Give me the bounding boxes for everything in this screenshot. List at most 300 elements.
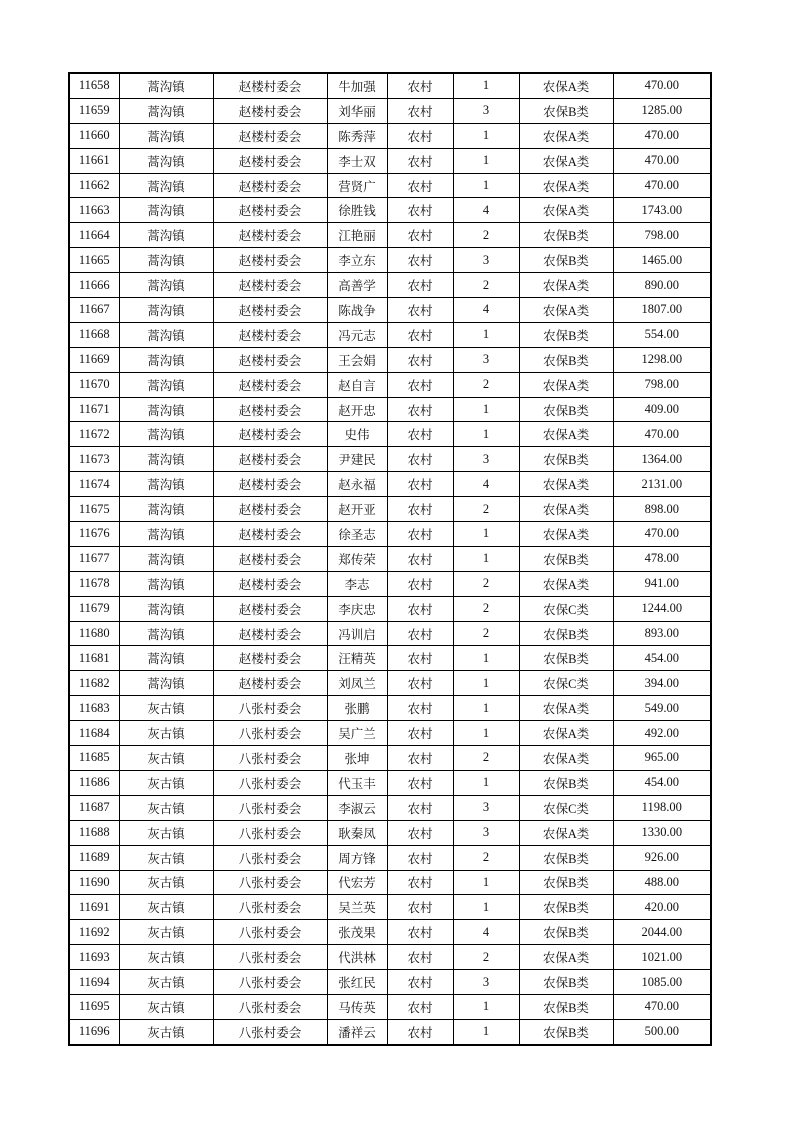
cell-count: 2 bbox=[453, 372, 519, 397]
cell-category: 农保B类 bbox=[519, 994, 613, 1019]
cell-name: 李志 bbox=[327, 571, 387, 596]
cell-category: 农保A类 bbox=[519, 73, 613, 98]
table-row bbox=[69, 447, 711, 472]
cell-town: 灰古镇 bbox=[119, 845, 213, 870]
table-row bbox=[69, 621, 711, 646]
cell-town: 蒿沟镇 bbox=[119, 522, 213, 547]
cell-type: 农村 bbox=[387, 671, 453, 696]
cell-type: 农村 bbox=[387, 447, 453, 472]
cell-amount: 1743.00 bbox=[613, 198, 711, 223]
cell-category: 农保A类 bbox=[519, 696, 613, 721]
cell-village: 赵楼村委会 bbox=[213, 347, 327, 372]
cell-type: 农村 bbox=[387, 820, 453, 845]
cell-village: 八张村委会 bbox=[213, 945, 327, 970]
cell-amount: 1021.00 bbox=[613, 945, 711, 970]
cell-town: 灰古镇 bbox=[119, 770, 213, 795]
cell-name: 史伟 bbox=[327, 422, 387, 447]
cell-count: 3 bbox=[453, 970, 519, 995]
table-row bbox=[69, 472, 711, 497]
cell-name: 代玉丰 bbox=[327, 770, 387, 795]
cell-type: 农村 bbox=[387, 696, 453, 721]
cell-count: 4 bbox=[453, 920, 519, 945]
cell-village: 赵楼村委会 bbox=[213, 621, 327, 646]
cell-amount: 488.00 bbox=[613, 870, 711, 895]
cell-type: 农村 bbox=[387, 945, 453, 970]
cell-village: 八张村委会 bbox=[213, 870, 327, 895]
cell-count: 3 bbox=[453, 98, 519, 123]
cell-amount: 926.00 bbox=[613, 845, 711, 870]
cell-name: 张红民 bbox=[327, 970, 387, 995]
cell-id: 11686 bbox=[69, 770, 119, 795]
cell-amount: 470.00 bbox=[613, 123, 711, 148]
cell-village: 赵楼村委会 bbox=[213, 123, 327, 148]
cell-village: 赵楼村委会 bbox=[213, 148, 327, 173]
table-row bbox=[69, 696, 711, 721]
cell-name: 张坤 bbox=[327, 746, 387, 771]
cell-village: 八张村委会 bbox=[213, 795, 327, 820]
table-row bbox=[69, 522, 711, 547]
cell-amount: 798.00 bbox=[613, 223, 711, 248]
cell-category: 农保B类 bbox=[519, 322, 613, 347]
cell-type: 农村 bbox=[387, 397, 453, 422]
cell-category: 农保B类 bbox=[519, 870, 613, 895]
cell-category: 农保B类 bbox=[519, 447, 613, 472]
table-row bbox=[69, 123, 711, 148]
table-row bbox=[69, 347, 711, 372]
cell-village: 八张村委会 bbox=[213, 746, 327, 771]
cell-village: 赵楼村委会 bbox=[213, 671, 327, 696]
cell-id: 11675 bbox=[69, 497, 119, 522]
cell-type: 农村 bbox=[387, 746, 453, 771]
cell-type: 农村 bbox=[387, 273, 453, 298]
table-row bbox=[69, 298, 711, 323]
cell-category: 农保B类 bbox=[519, 646, 613, 671]
cell-category: 农保A类 bbox=[519, 173, 613, 198]
cell-category: 农保B类 bbox=[519, 98, 613, 123]
cell-village: 赵楼村委会 bbox=[213, 73, 327, 98]
cell-name: 江艳丽 bbox=[327, 223, 387, 248]
table-row bbox=[69, 1019, 711, 1044]
cell-amount: 798.00 bbox=[613, 372, 711, 397]
cell-id: 11668 bbox=[69, 322, 119, 347]
cell-town: 蒿沟镇 bbox=[119, 497, 213, 522]
cell-category: 农保B类 bbox=[519, 621, 613, 646]
cell-town: 灰古镇 bbox=[119, 721, 213, 746]
cell-count: 4 bbox=[453, 198, 519, 223]
table-row bbox=[69, 223, 711, 248]
cell-category: 农保A类 bbox=[519, 945, 613, 970]
table-row bbox=[69, 198, 711, 223]
cell-town: 蒿沟镇 bbox=[119, 347, 213, 372]
cell-town: 蒿沟镇 bbox=[119, 596, 213, 621]
cell-id: 11663 bbox=[69, 198, 119, 223]
cell-town: 蒿沟镇 bbox=[119, 123, 213, 148]
cell-id: 11659 bbox=[69, 98, 119, 123]
table-row bbox=[69, 770, 711, 795]
table-row bbox=[69, 148, 711, 173]
cell-category: 农保B类 bbox=[519, 1019, 613, 1044]
cell-name: 刘凤兰 bbox=[327, 671, 387, 696]
cell-name: 吴广兰 bbox=[327, 721, 387, 746]
cell-town: 灰古镇 bbox=[119, 1019, 213, 1044]
cell-name: 陈秀萍 bbox=[327, 123, 387, 148]
table-row bbox=[69, 895, 711, 920]
cell-amount: 898.00 bbox=[613, 497, 711, 522]
cell-count: 3 bbox=[453, 347, 519, 372]
cell-count: 1 bbox=[453, 522, 519, 547]
cell-town: 灰古镇 bbox=[119, 994, 213, 1019]
cell-town: 蒿沟镇 bbox=[119, 248, 213, 273]
cell-id: 11690 bbox=[69, 870, 119, 895]
cell-town: 灰古镇 bbox=[119, 870, 213, 895]
cell-id: 11667 bbox=[69, 298, 119, 323]
cell-count: 3 bbox=[453, 248, 519, 273]
table-row bbox=[69, 820, 711, 845]
cell-type: 农村 bbox=[387, 148, 453, 173]
cell-amount: 500.00 bbox=[613, 1019, 711, 1044]
cell-town: 蒿沟镇 bbox=[119, 98, 213, 123]
cell-town: 蒿沟镇 bbox=[119, 298, 213, 323]
cell-type: 农村 bbox=[387, 248, 453, 273]
cell-town: 灰古镇 bbox=[119, 895, 213, 920]
cell-village: 赵楼村委会 bbox=[213, 497, 327, 522]
cell-id: 11676 bbox=[69, 522, 119, 547]
cell-town: 蒿沟镇 bbox=[119, 273, 213, 298]
cell-count: 1 bbox=[453, 870, 519, 895]
cell-count: 1 bbox=[453, 1019, 519, 1044]
cell-town: 灰古镇 bbox=[119, 945, 213, 970]
table-row bbox=[69, 322, 711, 347]
cell-village: 赵楼村委会 bbox=[213, 522, 327, 547]
cell-amount: 470.00 bbox=[613, 148, 711, 173]
cell-village: 赵楼村委会 bbox=[213, 571, 327, 596]
cell-town: 灰古镇 bbox=[119, 920, 213, 945]
cell-category: 农保B类 bbox=[519, 347, 613, 372]
cell-category: 农保B类 bbox=[519, 970, 613, 995]
cell-name: 冯训启 bbox=[327, 621, 387, 646]
cell-id: 11695 bbox=[69, 994, 119, 1019]
cell-type: 农村 bbox=[387, 646, 453, 671]
cell-town: 灰古镇 bbox=[119, 820, 213, 845]
cell-id: 11691 bbox=[69, 895, 119, 920]
cell-village: 赵楼村委会 bbox=[213, 447, 327, 472]
cell-name: 营贤广 bbox=[327, 173, 387, 198]
cell-id: 11685 bbox=[69, 746, 119, 771]
cell-count: 3 bbox=[453, 820, 519, 845]
cell-name: 周方锋 bbox=[327, 845, 387, 870]
cell-category: 农保A类 bbox=[519, 123, 613, 148]
cell-town: 蒿沟镇 bbox=[119, 571, 213, 596]
cell-id: 11664 bbox=[69, 223, 119, 248]
cell-id: 11670 bbox=[69, 372, 119, 397]
cell-town: 蒿沟镇 bbox=[119, 646, 213, 671]
cell-name: 徐圣志 bbox=[327, 522, 387, 547]
cell-village: 八张村委会 bbox=[213, 770, 327, 795]
table-row bbox=[69, 870, 711, 895]
cell-category: 农保C类 bbox=[519, 596, 613, 621]
cell-count: 1 bbox=[453, 148, 519, 173]
cell-amount: 941.00 bbox=[613, 571, 711, 596]
cell-count: 2 bbox=[453, 273, 519, 298]
cell-category: 农保A类 bbox=[519, 372, 613, 397]
table-row bbox=[69, 248, 711, 273]
cell-id: 11661 bbox=[69, 148, 119, 173]
cell-count: 2 bbox=[453, 497, 519, 522]
cell-type: 农村 bbox=[387, 895, 453, 920]
cell-amount: 492.00 bbox=[613, 721, 711, 746]
cell-type: 农村 bbox=[387, 770, 453, 795]
cell-name: 赵永福 bbox=[327, 472, 387, 497]
cell-name: 冯元志 bbox=[327, 322, 387, 347]
table-row bbox=[69, 397, 711, 422]
table-row bbox=[69, 372, 711, 397]
cell-count: 2 bbox=[453, 621, 519, 646]
cell-category: 农保B类 bbox=[519, 845, 613, 870]
cell-id: 11681 bbox=[69, 646, 119, 671]
table-row bbox=[69, 795, 711, 820]
cell-type: 农村 bbox=[387, 845, 453, 870]
cell-type: 农村 bbox=[387, 621, 453, 646]
cell-village: 赵楼村委会 bbox=[213, 198, 327, 223]
cell-amount: 420.00 bbox=[613, 895, 711, 920]
table-row bbox=[69, 596, 711, 621]
cell-count: 1 bbox=[453, 397, 519, 422]
cell-category: 农保A类 bbox=[519, 522, 613, 547]
cell-name: 张茂果 bbox=[327, 920, 387, 945]
cell-amount: 893.00 bbox=[613, 621, 711, 646]
table-row bbox=[69, 98, 711, 123]
cell-count: 4 bbox=[453, 472, 519, 497]
cell-count: 1 bbox=[453, 546, 519, 571]
cell-count: 1 bbox=[453, 770, 519, 795]
cell-count: 2 bbox=[453, 746, 519, 771]
cell-category: 农保A类 bbox=[519, 820, 613, 845]
cell-type: 农村 bbox=[387, 994, 453, 1019]
table-row bbox=[69, 73, 711, 98]
cell-category: 农保B类 bbox=[519, 248, 613, 273]
cell-count: 1 bbox=[453, 73, 519, 98]
cell-amount: 1364.00 bbox=[613, 447, 711, 472]
cell-village: 八张村委会 bbox=[213, 1019, 327, 1044]
cell-count: 1 bbox=[453, 671, 519, 696]
cell-village: 赵楼村委会 bbox=[213, 472, 327, 497]
cell-town: 蒿沟镇 bbox=[119, 322, 213, 347]
cell-name: 徐胜钱 bbox=[327, 198, 387, 223]
cell-count: 2 bbox=[453, 223, 519, 248]
cell-village: 赵楼村委会 bbox=[213, 596, 327, 621]
data-table bbox=[68, 72, 712, 1046]
cell-amount: 394.00 bbox=[613, 671, 711, 696]
cell-category: 农保A类 bbox=[519, 148, 613, 173]
cell-amount: 1330.00 bbox=[613, 820, 711, 845]
cell-id: 11665 bbox=[69, 248, 119, 273]
table-row bbox=[69, 173, 711, 198]
cell-amount: 965.00 bbox=[613, 746, 711, 771]
cell-village: 赵楼村委会 bbox=[213, 173, 327, 198]
cell-type: 农村 bbox=[387, 472, 453, 497]
table-row bbox=[69, 746, 711, 771]
cell-town: 蒿沟镇 bbox=[119, 148, 213, 173]
cell-count: 4 bbox=[453, 298, 519, 323]
cell-category: 农保B类 bbox=[519, 895, 613, 920]
cell-town: 蒿沟镇 bbox=[119, 223, 213, 248]
cell-category: 农保A类 bbox=[519, 746, 613, 771]
cell-town: 蒿沟镇 bbox=[119, 472, 213, 497]
table-row bbox=[69, 970, 711, 995]
cell-town: 蒿沟镇 bbox=[119, 372, 213, 397]
cell-type: 农村 bbox=[387, 721, 453, 746]
cell-count: 1 bbox=[453, 322, 519, 347]
cell-category: 农保A类 bbox=[519, 198, 613, 223]
cell-type: 农村 bbox=[387, 497, 453, 522]
cell-name: 王会娟 bbox=[327, 347, 387, 372]
cell-village: 八张村委会 bbox=[213, 845, 327, 870]
cell-town: 灰古镇 bbox=[119, 746, 213, 771]
cell-category: 农保A类 bbox=[519, 497, 613, 522]
cell-type: 农村 bbox=[387, 1019, 453, 1044]
cell-name: 李淑云 bbox=[327, 795, 387, 820]
cell-type: 农村 bbox=[387, 422, 453, 447]
table-row bbox=[69, 994, 711, 1019]
cell-amount: 470.00 bbox=[613, 522, 711, 547]
cell-town: 蒿沟镇 bbox=[119, 671, 213, 696]
cell-id: 11696 bbox=[69, 1019, 119, 1044]
cell-amount: 1465.00 bbox=[613, 248, 711, 273]
cell-name: 潘祥云 bbox=[327, 1019, 387, 1044]
cell-id: 11687 bbox=[69, 795, 119, 820]
cell-amount: 409.00 bbox=[613, 397, 711, 422]
cell-amount: 1285.00 bbox=[613, 98, 711, 123]
cell-count: 1 bbox=[453, 173, 519, 198]
cell-id: 11674 bbox=[69, 472, 119, 497]
cell-id: 11671 bbox=[69, 397, 119, 422]
cell-id: 11688 bbox=[69, 820, 119, 845]
table-row bbox=[69, 671, 711, 696]
cell-id: 11666 bbox=[69, 273, 119, 298]
cell-village: 赵楼村委会 bbox=[213, 372, 327, 397]
cell-count: 1 bbox=[453, 422, 519, 447]
cell-amount: 470.00 bbox=[613, 422, 711, 447]
cell-amount: 2131.00 bbox=[613, 472, 711, 497]
cell-category: 农保C类 bbox=[519, 795, 613, 820]
cell-type: 农村 bbox=[387, 970, 453, 995]
cell-count: 3 bbox=[453, 447, 519, 472]
cell-amount: 470.00 bbox=[613, 173, 711, 198]
cell-count: 1 bbox=[453, 696, 519, 721]
cell-id: 11692 bbox=[69, 920, 119, 945]
cell-town: 蒿沟镇 bbox=[119, 198, 213, 223]
cell-type: 农村 bbox=[387, 546, 453, 571]
cell-id: 11689 bbox=[69, 845, 119, 870]
cell-category: 农保B类 bbox=[519, 546, 613, 571]
cell-village: 八张村委会 bbox=[213, 895, 327, 920]
cell-village: 赵楼村委会 bbox=[213, 273, 327, 298]
cell-type: 农村 bbox=[387, 73, 453, 98]
cell-id: 11660 bbox=[69, 123, 119, 148]
cell-type: 农村 bbox=[387, 795, 453, 820]
cell-name: 牛加强 bbox=[327, 73, 387, 98]
cell-id: 11658 bbox=[69, 73, 119, 98]
table-row bbox=[69, 273, 711, 298]
cell-village: 赵楼村委会 bbox=[213, 646, 327, 671]
cell-town: 蒿沟镇 bbox=[119, 422, 213, 447]
cell-amount: 554.00 bbox=[613, 322, 711, 347]
cell-type: 农村 bbox=[387, 123, 453, 148]
cell-amount: 454.00 bbox=[613, 646, 711, 671]
cell-type: 农村 bbox=[387, 198, 453, 223]
cell-type: 农村 bbox=[387, 347, 453, 372]
cell-village: 赵楼村委会 bbox=[213, 422, 327, 447]
cell-town: 蒿沟镇 bbox=[119, 621, 213, 646]
cell-category: 农保A类 bbox=[519, 721, 613, 746]
table-row bbox=[69, 721, 711, 746]
cell-amount: 1244.00 bbox=[613, 596, 711, 621]
cell-town: 蒿沟镇 bbox=[119, 397, 213, 422]
cell-count: 2 bbox=[453, 571, 519, 596]
table-row bbox=[69, 497, 711, 522]
cell-town: 蒿沟镇 bbox=[119, 73, 213, 98]
cell-village: 赵楼村委会 bbox=[213, 98, 327, 123]
cell-name: 赵开亚 bbox=[327, 497, 387, 522]
table-row bbox=[69, 646, 711, 671]
cell-category: 农保A类 bbox=[519, 422, 613, 447]
cell-amount: 890.00 bbox=[613, 273, 711, 298]
cell-id: 11694 bbox=[69, 970, 119, 995]
cell-category: 农保B类 bbox=[519, 920, 613, 945]
cell-village: 八张村委会 bbox=[213, 820, 327, 845]
cell-amount: 1807.00 bbox=[613, 298, 711, 323]
cell-town: 蒿沟镇 bbox=[119, 173, 213, 198]
cell-type: 农村 bbox=[387, 596, 453, 621]
cell-category: 农保B类 bbox=[519, 223, 613, 248]
cell-type: 农村 bbox=[387, 223, 453, 248]
cell-name: 陈战争 bbox=[327, 298, 387, 323]
cell-amount: 470.00 bbox=[613, 994, 711, 1019]
cell-count: 1 bbox=[453, 123, 519, 148]
cell-village: 八张村委会 bbox=[213, 994, 327, 1019]
cell-id: 11679 bbox=[69, 596, 119, 621]
cell-amount: 470.00 bbox=[613, 73, 711, 98]
table-body bbox=[69, 73, 711, 1045]
cell-name: 代洪林 bbox=[327, 945, 387, 970]
cell-type: 农村 bbox=[387, 322, 453, 347]
cell-name: 高善学 bbox=[327, 273, 387, 298]
cell-village: 赵楼村委会 bbox=[213, 397, 327, 422]
table-row bbox=[69, 920, 711, 945]
cell-type: 农村 bbox=[387, 298, 453, 323]
cell-type: 农村 bbox=[387, 522, 453, 547]
cell-name: 汪精英 bbox=[327, 646, 387, 671]
cell-count: 2 bbox=[453, 945, 519, 970]
cell-count: 1 bbox=[453, 895, 519, 920]
cell-category: 农保A类 bbox=[519, 298, 613, 323]
cell-name: 李立东 bbox=[327, 248, 387, 273]
cell-id: 11678 bbox=[69, 571, 119, 596]
cell-amount: 454.00 bbox=[613, 770, 711, 795]
cell-category: 农保B类 bbox=[519, 397, 613, 422]
cell-village: 赵楼村委会 bbox=[213, 298, 327, 323]
cell-name: 李庆忠 bbox=[327, 596, 387, 621]
cell-name: 郑传荣 bbox=[327, 546, 387, 571]
cell-id: 11682 bbox=[69, 671, 119, 696]
cell-name: 赵开忠 bbox=[327, 397, 387, 422]
table-row bbox=[69, 546, 711, 571]
cell-name: 张鹏 bbox=[327, 696, 387, 721]
cell-type: 农村 bbox=[387, 571, 453, 596]
cell-amount: 549.00 bbox=[613, 696, 711, 721]
table-row bbox=[69, 945, 711, 970]
cell-village: 赵楼村委会 bbox=[213, 546, 327, 571]
